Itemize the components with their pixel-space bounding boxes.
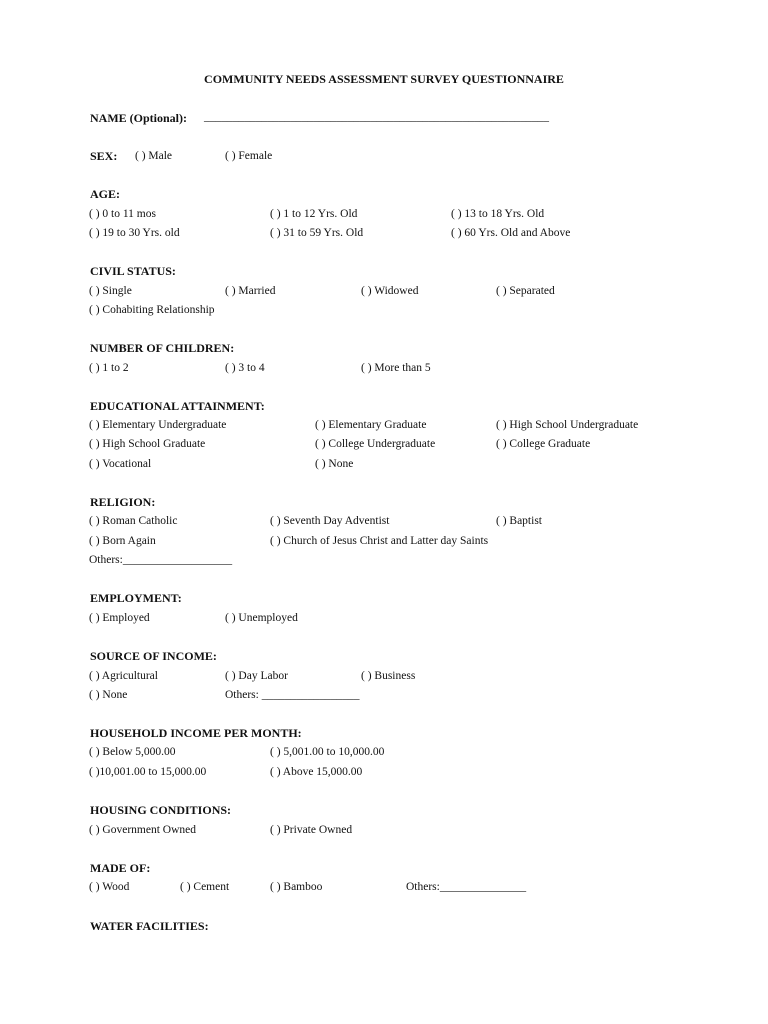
option-business[interactable]: ( ) Business — [361, 670, 416, 682]
option-male[interactable]: ( ) Male — [135, 150, 173, 162]
option-age-19-30[interactable]: ( ) 19 to 30 Yrs. old — [89, 227, 180, 239]
option-government-owned[interactable]: ( ) Government Owned — [89, 824, 196, 836]
religion-others-field[interactable]: Others:___________________ — [89, 554, 233, 566]
option-below-5000[interactable]: ( ) Below 5,000.00 — [89, 746, 176, 758]
option-5001-10000[interactable]: ( ) 5,001.00 to 10,000.00 — [270, 746, 385, 758]
employment-label: EMPLOYMENT: — [90, 591, 182, 605]
housing-label: HOUSING CONDITIONS: — [90, 803, 232, 817]
option-education-none[interactable]: ( ) None — [315, 458, 354, 470]
age-label: AGE: — [90, 187, 120, 201]
option-cohabiting[interactable]: ( ) Cohabiting Relationship — [89, 304, 215, 316]
option-female[interactable]: ( ) Female — [225, 150, 273, 162]
household-income-label: HOUSEHOLD INCOME PER MONTH: — [90, 726, 302, 740]
option-wood[interactable]: ( ) Wood — [89, 881, 130, 893]
option-college-undergrad[interactable]: ( ) College Undergraduate — [315, 438, 436, 450]
option-children-1-2[interactable]: ( ) 1 to 2 — [89, 362, 129, 374]
made-of-label: MADE OF: — [90, 861, 151, 875]
option-age-1-12[interactable]: ( ) 1 to 12 Yrs. Old — [270, 208, 358, 220]
option-day-labor[interactable]: ( ) Day Labor — [225, 670, 288, 682]
option-10001-15000[interactable]: ( )10,001.00 to 15,000.00 — [89, 766, 207, 778]
sex-label: SEX: — [90, 149, 118, 163]
option-income-none[interactable]: ( ) None — [89, 689, 128, 701]
religion-label: RELIGION: — [90, 495, 156, 509]
option-lds[interactable]: ( ) Church of Jesus Christ and Latter day Saints — [270, 535, 489, 547]
option-seventh-day-adventist[interactable]: ( ) Seventh Day Adventist — [270, 515, 390, 527]
option-age-31-59[interactable]: ( ) 31 to 59 Yrs. Old — [270, 227, 364, 239]
option-hs-grad[interactable]: ( ) High School Graduate — [89, 438, 206, 450]
option-college-grad[interactable]: ( ) College Graduate — [496, 438, 591, 450]
option-elem-grad[interactable]: ( ) Elementary Graduate — [315, 419, 427, 431]
children-label: NUMBER OF CHILDREN: — [90, 341, 235, 355]
option-children-3-4[interactable]: ( ) 3 to 4 — [225, 362, 265, 374]
option-single[interactable]: ( ) Single — [89, 285, 132, 297]
option-hs-undergrad[interactable]: ( ) High School Undergraduate — [496, 419, 639, 431]
option-married[interactable]: ( ) Married — [225, 285, 276, 297]
option-born-again[interactable]: ( ) Born Again — [89, 535, 156, 547]
option-elem-undergrad[interactable]: ( ) Elementary Undergraduate — [89, 419, 227, 431]
option-private-owned[interactable]: ( ) Private Owned — [270, 824, 353, 836]
option-unemployed[interactable]: ( ) Unemployed — [225, 612, 298, 624]
option-age-60-above[interactable]: ( ) 60 Yrs. Old and Above — [451, 227, 571, 239]
name-input-line[interactable]: ____________________________________________________________ — [204, 111, 549, 123]
option-age-0-11mos[interactable]: ( ) 0 to 11 mos — [89, 208, 156, 220]
education-label: EDUCATIONAL ATTAINMENT: — [90, 399, 265, 413]
option-baptist[interactable]: ( ) Baptist — [496, 515, 542, 527]
option-widowed[interactable]: ( ) Widowed — [361, 285, 419, 297]
made-of-others-field[interactable]: Others:_______________ — [406, 881, 527, 893]
option-children-more-5[interactable]: ( ) More than 5 — [361, 362, 431, 374]
option-roman-catholic[interactable]: ( ) Roman Catholic — [89, 515, 178, 527]
option-age-13-18[interactable]: ( ) 13 to 18 Yrs. Old — [451, 208, 545, 220]
option-agricultural[interactable]: ( ) Agricultural — [89, 670, 158, 682]
income-others-field[interactable]: Others: _________________ — [225, 689, 360, 701]
option-cement[interactable]: ( ) Cement — [180, 881, 230, 893]
option-employed[interactable]: ( ) Employed — [89, 612, 150, 624]
civil-status-label: CIVIL STATUS: — [90, 264, 176, 278]
option-bamboo[interactable]: ( ) Bamboo — [270, 881, 323, 893]
income-source-label: SOURCE OF INCOME: — [90, 649, 217, 663]
option-separated[interactable]: ( ) Separated — [496, 285, 555, 297]
name-label: NAME (Optional): — [90, 111, 187, 125]
page-title: COMMUNITY NEEDS ASSESSMENT SURVEY QUESTIONNAIRE — [204, 72, 564, 86]
option-above-15000[interactable]: ( ) Above 15,000.00 — [270, 766, 363, 778]
water-facilities-label: WATER FACILITIES: — [90, 919, 209, 933]
option-vocational[interactable]: ( ) Vocational — [89, 458, 152, 470]
